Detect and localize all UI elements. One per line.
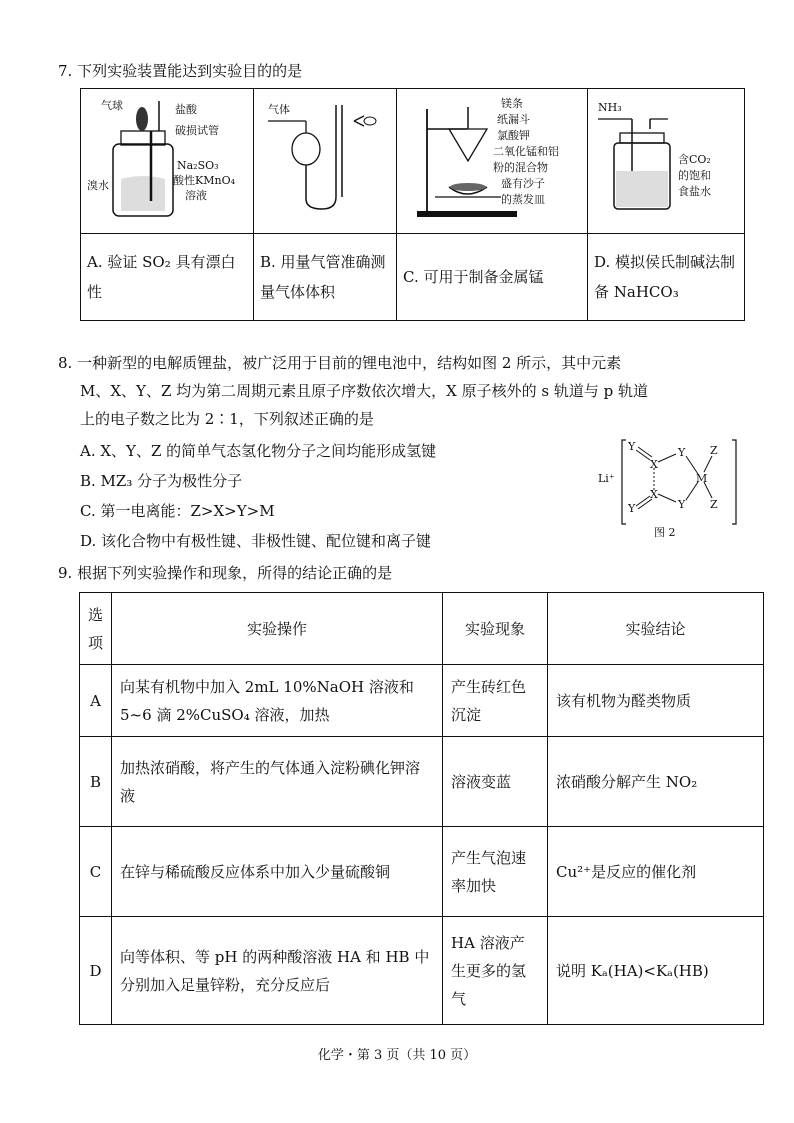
- label-evap-dish: 的蒸发皿: [501, 193, 545, 206]
- label-co2: 含CO₂: [678, 153, 711, 166]
- row-b-operation: 加热浓硝酸，将产生的气体通入淀粉碘化钾溶液: [112, 737, 443, 827]
- header-conclusion: 实验结论: [548, 593, 764, 665]
- q7-apparatus-a: [81, 89, 254, 234]
- atom-x1: X: [650, 458, 658, 471]
- row-a-label: A: [80, 665, 112, 737]
- label-na2so3: Na₂SO₃: [177, 159, 219, 172]
- q8-option-c: C. 第一电离能：Z>X>Y>M: [80, 502, 275, 520]
- atom-y2: Y: [678, 446, 686, 459]
- atom-y4: Y: [628, 502, 636, 515]
- label-kclo3: 氯酸钾: [497, 129, 530, 142]
- atom-y1: Y: [628, 440, 636, 453]
- q7-apparatus-b: [254, 89, 397, 234]
- apparatus-c-diagram: [397, 89, 587, 229]
- label-mixture: 粉的混合物: [493, 161, 548, 174]
- row-d-phenomenon: HA 溶液产生更多的氢气: [443, 917, 548, 1025]
- q7-apparatus-c: [397, 89, 588, 234]
- q8-stem-line3: 上的电子数之比为 2∶1，下列叙述正确的是: [80, 410, 374, 428]
- atom-z1: Z: [710, 444, 718, 457]
- row-c-conclusion: Cu²⁺是反应的催化剂: [548, 827, 764, 917]
- label-gas: 气体: [268, 103, 290, 116]
- label-mno2-al: 二氧化锰和铝: [493, 145, 559, 158]
- atom-m: M: [696, 472, 708, 485]
- q9-header-row: [80, 593, 764, 665]
- q7-option-b: B. 用量气管准确测量气体体积: [254, 234, 397, 321]
- q9-table: [79, 592, 764, 1025]
- label-bromine-water: 溴水: [87, 179, 109, 192]
- label-mg-strip: 镁条: [501, 97, 523, 110]
- atom-li: Li⁺: [598, 472, 615, 485]
- q7-stem: 7. 下列实验装置能达到实验目的的是: [58, 62, 303, 80]
- header-phenomenon: 实验现象: [443, 593, 548, 665]
- row-d-operation: 向等体积、等 pH 的两种酸溶液 HA 和 HB 中分别加入足量锌粉，充分反应后: [112, 917, 443, 1025]
- apparatus-a-diagram: [81, 89, 253, 229]
- row-d-conclusion: 说明 Kₐ(HA)<Kₐ(HB): [548, 917, 764, 1025]
- q7-option-c: C. 可用于制备金属锰: [397, 234, 588, 321]
- row-a-phenomenon: 产生砖红色沉淀: [443, 665, 548, 737]
- label-broken-tube: 破损试管: [175, 124, 219, 137]
- label-hcl: 盐酸: [175, 103, 197, 116]
- table-row: [80, 737, 764, 827]
- q8-stem-line2: M、X、Y、Z 均为第二周期元素且原子序数依次增大，X 原子核外的 s 轨道与 p 轨道: [80, 382, 648, 400]
- q7-option-a: A. 验证 SO₂ 具有漂白性: [81, 234, 254, 321]
- row-b-label: B: [80, 737, 112, 827]
- table-row: [80, 917, 764, 1025]
- row-c-label: C: [80, 827, 112, 917]
- label-saturated: 的饱和: [678, 169, 711, 182]
- figure-caption: 图 2: [654, 526, 676, 539]
- label-sand-dish: 盛有沙子: [501, 177, 545, 190]
- label-nh3: NH₃: [598, 101, 622, 114]
- header-option: 选项: [80, 593, 112, 665]
- q8-stem-line1: 8. 一种新型的电解质锂盐，被广泛用于目前的锂电池中，结构如图 2 所示，其中元素: [58, 354, 622, 372]
- q8-option-d: D. 该化合物中有极性键、非极性键、配位键和离子键: [80, 532, 432, 550]
- atom-z2: Z: [710, 498, 718, 511]
- apparatus-d-diagram: [588, 89, 744, 229]
- label-brine: 食盐水: [678, 185, 711, 198]
- q9-stem: 9. 根据下列实验操作和现象，所得的结论正确的是: [58, 564, 393, 582]
- apparatus-b-diagram: [254, 89, 396, 229]
- q7-apparatus-d: [588, 89, 745, 234]
- header-operation: 实验操作: [112, 593, 443, 665]
- table-row: [80, 827, 764, 917]
- label-paper-funnel: 纸漏斗: [497, 113, 530, 126]
- row-a-conclusion: 该有机物为醛类物质: [548, 665, 764, 737]
- q7-option-d: D. 模拟侯氏制碱法制备 NaHCO₃: [588, 234, 745, 321]
- q8-option-b: B. MZ₃ 分子为极性分子: [80, 472, 243, 490]
- label-solution: 溶液: [185, 189, 207, 202]
- q8-option-a: A. X、Y、Z 的简单气态氢化物分子之间均能形成氢键: [80, 442, 437, 460]
- row-c-operation: 在锌与稀硫酸反应体系中加入少量硫酸铜: [112, 827, 443, 917]
- atom-y3: Y: [678, 498, 686, 511]
- row-b-conclusion: 浓硝酸分解产生 NO₂: [548, 737, 764, 827]
- atom-x2: X: [650, 488, 658, 501]
- q8-structure-figure: [594, 436, 744, 540]
- row-a-operation: 向某有机物中加入 2mL 10%NaOH 溶液和 5~6 滴 2%CuSO₄ 溶液，加热: [112, 665, 443, 737]
- q7-table: [80, 88, 745, 321]
- row-d-label: D: [80, 917, 112, 1025]
- row-c-phenomenon: 产生气泡速率加快: [443, 827, 548, 917]
- label-balloon: 气球: [101, 99, 123, 112]
- label-kmno4: 酸性KMnO₄: [173, 174, 235, 187]
- row-b-phenomenon: 溶液变蓝: [443, 737, 548, 827]
- page-footer: 化学・第 3 页（共 10 页）: [317, 1048, 477, 1063]
- table-row: [80, 665, 764, 737]
